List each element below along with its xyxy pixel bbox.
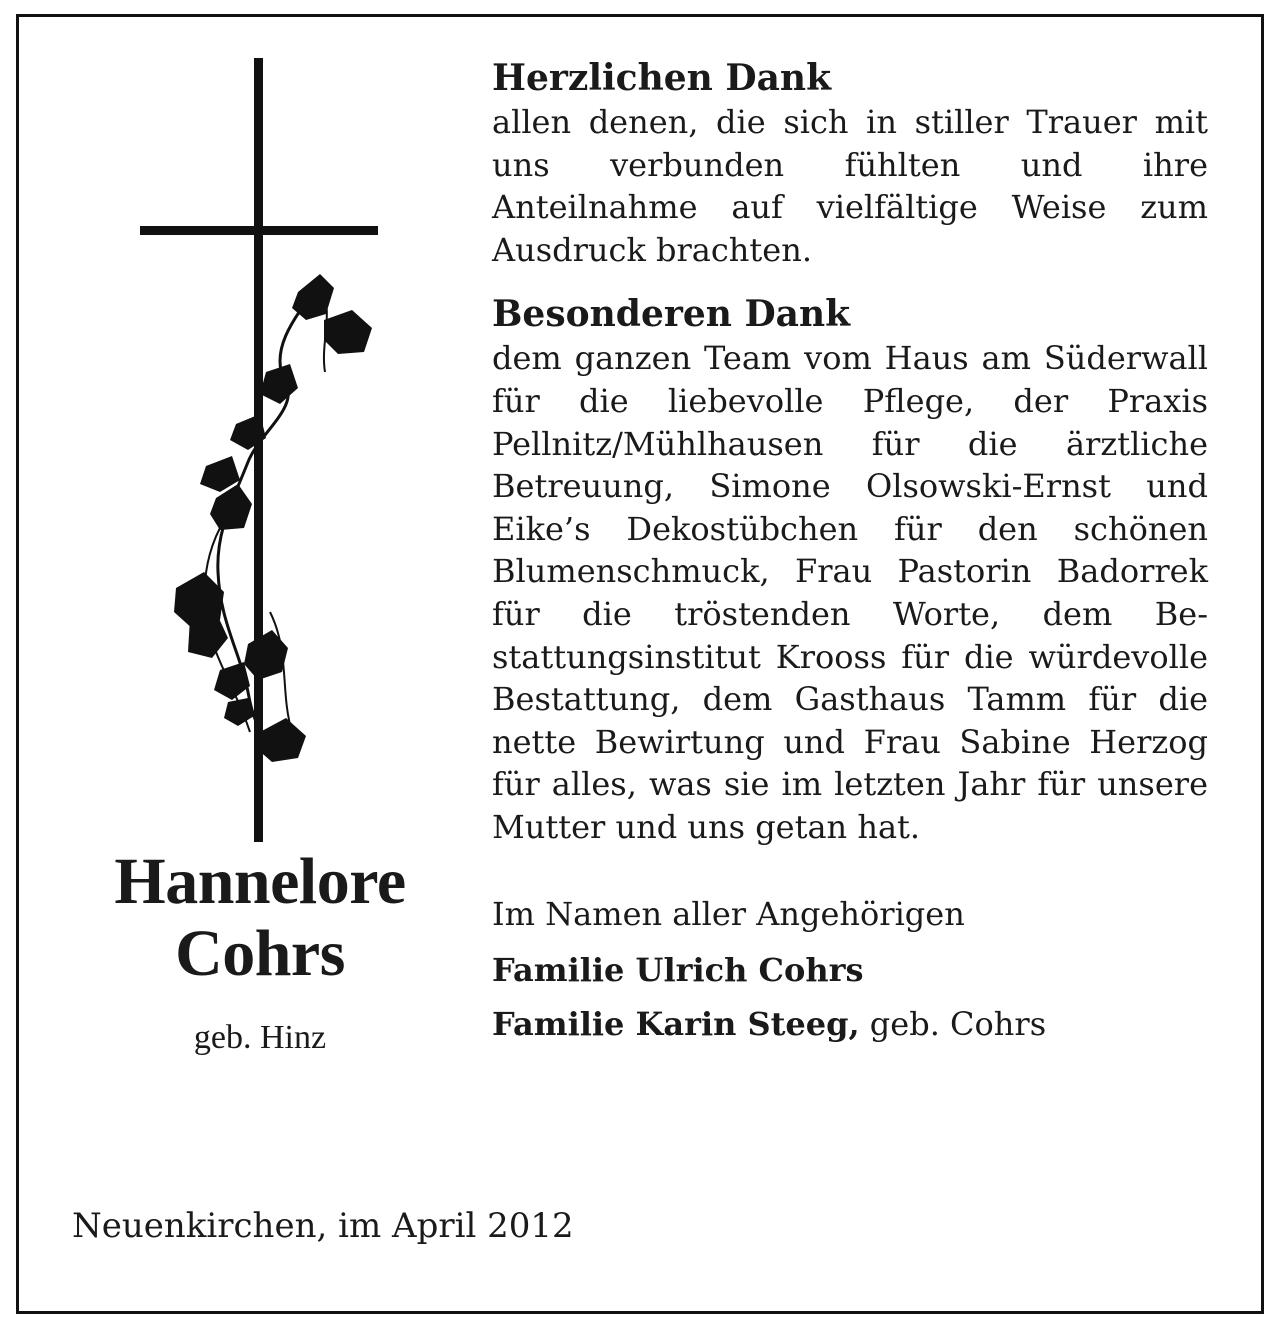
thanks-heading: Herzlichen Dank — [492, 57, 832, 99]
thanks-text: allen denen, die sich in stiller Trauer mit uns verbunden fühlten und ihre Anteilnahme auf vielfältige Weise zum Ausdruck brachten. — [492, 103, 1208, 269]
family-2-name: Familie Karin Steeg, — [492, 1004, 860, 1043]
special-thanks-text: dem ganzen Team vom Haus am Süderwall für die liebevolle Pflege, der Praxis Pellnitz/Mühlhausen für die ärztliche Betreuung, Simone Olsowski-Ernst und Eike’s Dekostübchen für den schönen Blumenschmuck, Frau Pastorin Badorrek für die tröstenden Worte, dem Bestattungsinstitut Krooss für die würdevolle Bestattung, dem Gasthaus Tamm für die nette Bewirtung und Frau Sabine Herzog für alles, was sie im letzten Jahr für unsere Mutter und uns getan hat. — [492, 339, 1208, 846]
family-2 — [492, 997, 1208, 1051]
family-1-name: Familie Ulrich Cohrs — [492, 950, 864, 989]
family-2-suffix: geb. Cohrs — [859, 1004, 1047, 1043]
family-1 — [492, 943, 1208, 997]
closing-line: Im Namen aller Angehörigen — [492, 894, 965, 933]
deceased-last-name: Cohrs — [175, 917, 345, 990]
deceased-name-block — [40, 846, 480, 1058]
thanks-column — [492, 55, 1208, 1051]
place-date: Neuenkirchen, im April 2012 — [72, 1206, 574, 1246]
deceased-birth-name: geb. Hinz — [193, 1019, 327, 1056]
special-thanks-heading: Besonderen Dank — [492, 293, 851, 336]
cross-with-ivy-icon — [120, 52, 410, 852]
deceased-first-name: Hannelore — [114, 845, 406, 918]
